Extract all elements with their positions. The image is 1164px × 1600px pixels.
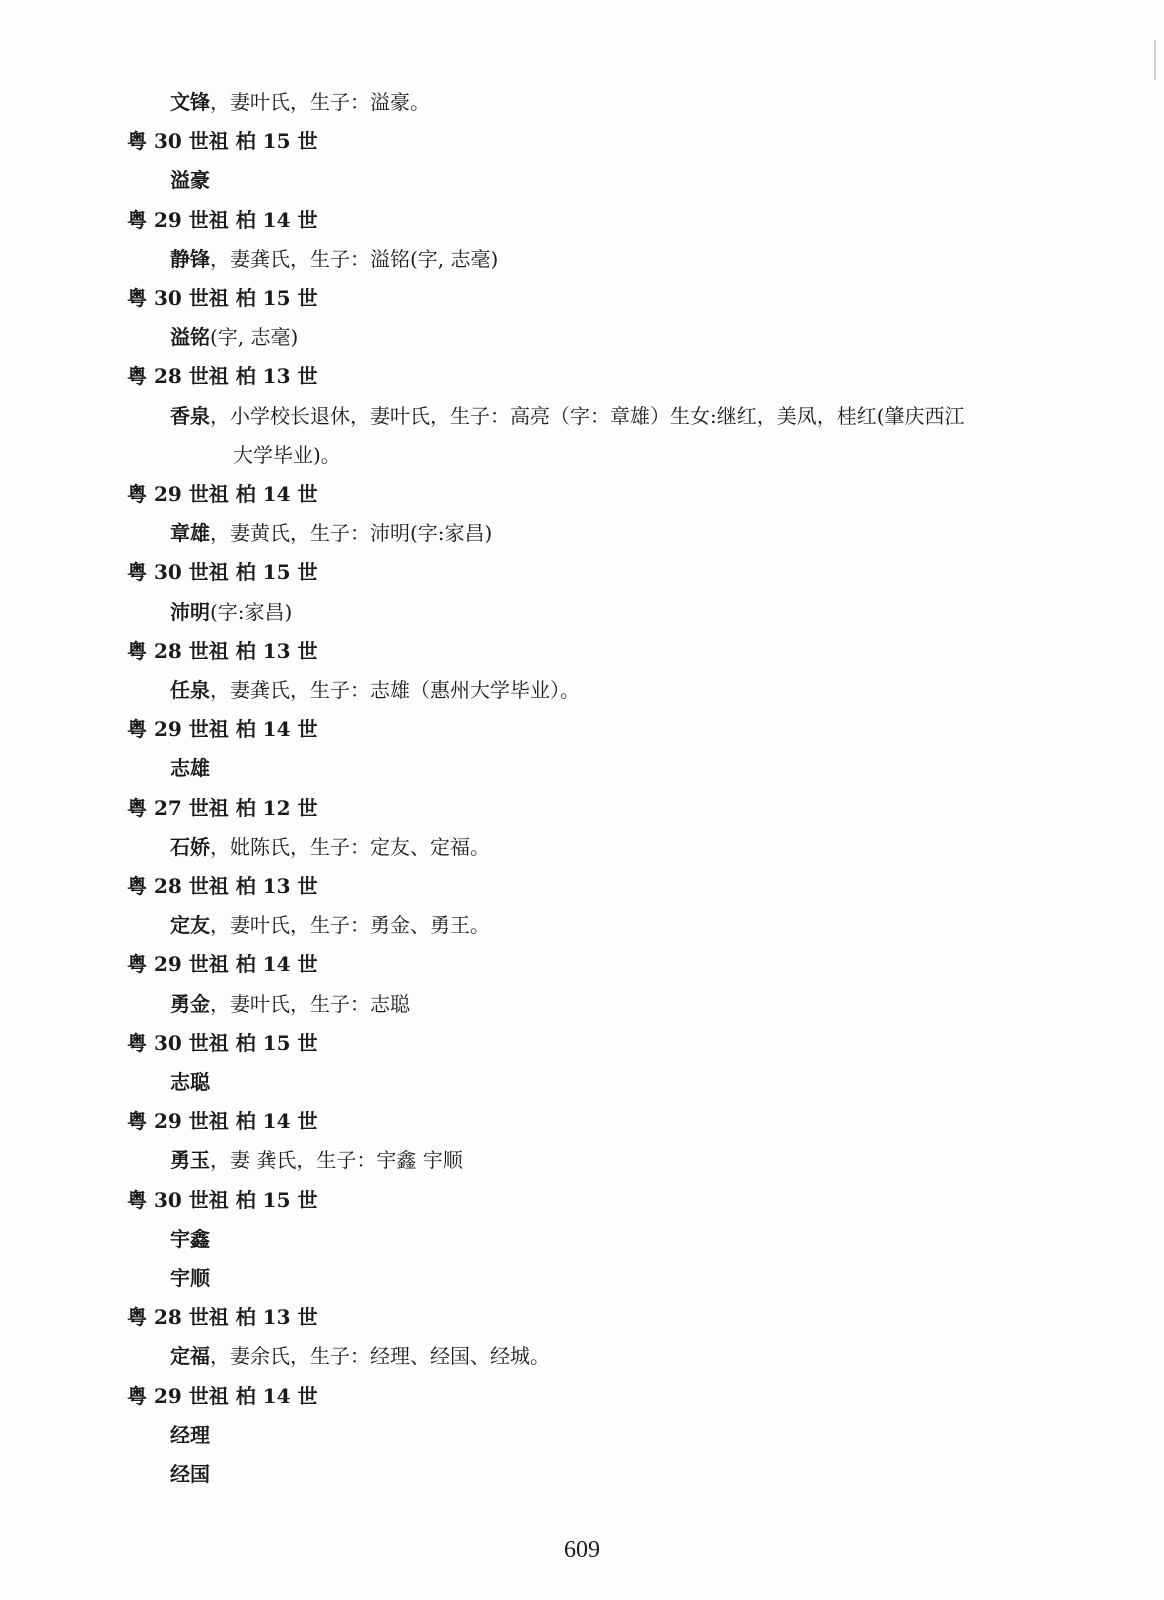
person-details: ，妻 龚氏，生子：宇鑫 宇顺 xyxy=(210,1148,463,1173)
generation-heading: 粤 29 世祖 柏 14 世 xyxy=(127,482,318,506)
page-number: 609 xyxy=(564,1537,600,1563)
generation-heading: 粤 27 世祖 柏 12 世 xyxy=(127,795,318,820)
person-name: 宇鑫 xyxy=(170,1226,210,1251)
person-details: (字:家昌) xyxy=(210,599,293,624)
person-entry xyxy=(170,598,292,626)
generation-heading: 粤 29 世祖 柏 14 世 xyxy=(127,952,318,977)
generation-heading: 粤 30 世祖 柏 15 世 xyxy=(127,1187,318,1212)
person-name: 志雄 xyxy=(170,756,210,781)
person-details: ，妣陈氏，生子：定友、定福。 xyxy=(210,834,490,859)
person-name: 定友 xyxy=(170,913,210,938)
person-entry xyxy=(170,519,492,547)
generation-heading: 粤 29 世祖 柏 14 世 xyxy=(127,1383,318,1408)
person-entry xyxy=(170,1146,463,1174)
person-entry xyxy=(170,1068,210,1096)
person-details: ，妻黄氏，生子：沛明(字:家昌) xyxy=(210,521,493,546)
person-entry xyxy=(170,166,210,194)
person-entry xyxy=(170,245,498,273)
person-name: 经理 xyxy=(170,1422,210,1447)
person-entry xyxy=(170,88,430,116)
person-entry xyxy=(170,1264,210,1292)
person-entry xyxy=(170,833,490,861)
generation-heading: 粤 29 世祖 柏 14 世 xyxy=(127,717,318,742)
person-name: 石娇 xyxy=(170,834,210,859)
generation-heading: 粤 30 世祖 柏 15 世 xyxy=(127,286,318,310)
scan-edge-mark xyxy=(1154,40,1156,80)
person-name: 勇玉 xyxy=(170,1148,210,1173)
person-details: ，妻叶氏，生子：志聪 xyxy=(210,991,410,1016)
person-name: 勇金 xyxy=(170,991,210,1016)
person-name: 章雄 xyxy=(170,521,210,546)
person-name: 志聪 xyxy=(170,1070,210,1094)
person-name: 静锋 xyxy=(170,246,210,271)
generation-heading: 粤 28 世祖 柏 13 世 xyxy=(127,364,318,389)
generation-heading: 粤 29 世祖 柏 14 世 xyxy=(127,1109,318,1134)
person-entry xyxy=(170,323,298,351)
generation-heading: 粤 29 世祖 柏 14 世 xyxy=(127,207,318,232)
person-name: 沛明 xyxy=(170,599,210,624)
generation-heading: 粤 30 世祖 柏 15 世 xyxy=(127,1030,318,1055)
generation-heading: 粤 28 世祖 柏 13 世 xyxy=(127,638,318,663)
person-name: 溢豪 xyxy=(170,168,210,193)
person-name: 溢铭 xyxy=(170,325,210,350)
generation-heading: 粤 28 世祖 柏 13 世 xyxy=(127,1305,318,1330)
person-details: (字, 志毫) xyxy=(210,325,299,350)
person-name: 宇顺 xyxy=(170,1266,210,1290)
person-details: ，妻叶氏，生子：溢豪。 xyxy=(210,90,430,114)
generation-heading: 粤 28 世祖 柏 13 世 xyxy=(127,874,318,898)
generation-heading: 粤 30 世祖 柏 15 世 xyxy=(127,560,318,585)
person-entry xyxy=(170,754,210,782)
person-name: 香泉 xyxy=(170,403,210,428)
person-name: 任泉 xyxy=(170,678,210,702)
person-entry xyxy=(170,1225,210,1253)
person-name: 文锋 xyxy=(170,90,210,114)
generation-heading: 粤 30 世祖 柏 15 世 xyxy=(127,129,318,154)
person-details: ，妻龚氏，生子：溢铭(字, 志毫) xyxy=(210,246,499,271)
person-entry xyxy=(170,1342,550,1370)
person-name: 定福 xyxy=(170,1344,210,1369)
person-entry xyxy=(170,911,490,939)
person-details: ，妻叶氏，生子：勇金、勇王。 xyxy=(210,913,490,938)
person-details: ，妻余氏，生子：经理、经国、经城。 xyxy=(210,1344,550,1369)
person-entry xyxy=(170,402,965,430)
person-entry xyxy=(170,1421,210,1449)
person-name: 经国 xyxy=(170,1462,210,1486)
entry-continuation: 大学毕业)。 xyxy=(233,442,341,467)
person-entry xyxy=(170,990,410,1018)
person-entry xyxy=(170,676,580,704)
person-entry xyxy=(170,1460,210,1488)
person-details: ，妻龚氏，生子：志雄（惠州大学毕业）。 xyxy=(210,678,580,702)
person-details: ，小学校长退休，妻叶氏，生子：高亮（字：章雄）生女:继红，美凤，桂红(肇庆西江 xyxy=(210,403,965,428)
